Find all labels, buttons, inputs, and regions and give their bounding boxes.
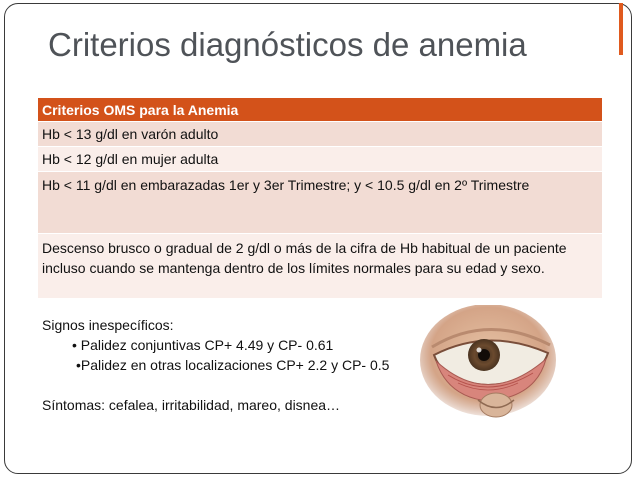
- slide-title: Criterios diagnósticos de anemia: [48, 26, 527, 63]
- symptoms-text: Síntomas: cefalea, irritabilidad, mareo, disnea…: [42, 397, 341, 413]
- table-row: Hb < 13 g/dl en varón adulto: [38, 122, 602, 147]
- criteria-table: [38, 98, 602, 299]
- table-row: Descenso brusco o gradual de 2 g/dl o más de la cifra de Hb habitual de un paciente incluso cuando se mantenga dentro de los límites normales para su edad y sexo.: [38, 234, 602, 299]
- signs-heading: Signos inespecíficos:: [42, 317, 174, 333]
- sign-item: •Palidez en otras localizaciones CP+ 2.2 y CP- 0.5: [76, 357, 390, 373]
- table-row: Hb < 12 g/dl en mujer adulta: [38, 147, 602, 172]
- accent-bar: [619, 3, 623, 55]
- table-row: Hb < 11 g/dl en embarazadas 1er y 3er Trimestre; y < 10.5 g/dl en 2º Trimestre: [38, 172, 602, 234]
- table-header: Criterios OMS para la Anemia: [38, 98, 602, 122]
- signs-block: [42, 315, 389, 415]
- sign-item: • Palidez conjuntivas CP+ 4.49 y CP- 0.61: [72, 337, 334, 353]
- eye-conjunctiva-illustration: [418, 305, 566, 420]
